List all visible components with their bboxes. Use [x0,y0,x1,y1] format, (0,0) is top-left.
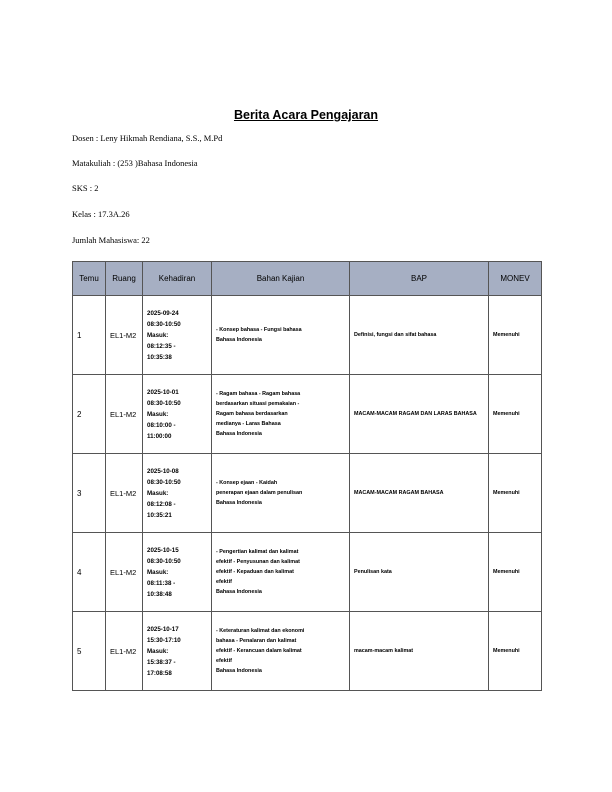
attendance-table [72,261,542,691]
cell-monev: Memenuhi [489,296,542,375]
cell-bahan-kajian: - Konsep bahasa - Fungsi bahasa Bahasa Indonesia [212,296,350,375]
cell-bahan-kajian: - Konsep ejaan - Kaidah penerapan ejaan dalam penulisan Bahasa Indonesia [212,454,350,533]
cell-bap: Definisi, fungsi dan sifat bahasa [350,296,489,375]
kelas-line: Kelas : 17.3A.26 [72,209,130,219]
cell-monev: Memenuhi [489,533,542,612]
cell-kehadiran: 2025-10-01 08:30-10:50 Masuk: 08:10:00 - 11:00:00 [143,375,212,454]
cell-bap: macam-macam kalimat [350,612,489,691]
cell-ruang: EL1-M2 [106,533,143,612]
page-title: Berita Acara Pengajaran [233,108,379,122]
header-kehadiran: Kehadiran [143,262,212,296]
cell-ruang: EL1-M2 [106,296,143,375]
table-row [73,454,542,533]
table-row [73,375,542,454]
header-monev: MONEV [489,262,542,296]
header-bahan-kajian: Bahan Kajian [212,262,350,296]
table-row [73,533,542,612]
matakuliah-line: Matakuliah : (253 )Bahasa Indonesia [72,158,198,168]
cell-kehadiran: 2025-10-15 08:30-10:50 Masuk: 08:11:38 - 10:38:48 [143,533,212,612]
cell-ruang: EL1-M2 [106,375,143,454]
cell-monev: Memenuhi [489,454,542,533]
dosen-line: Dosen : Leny Hikmah Rendiana, S.S., M.Pd [72,133,223,143]
cell-kehadiran: 2025-10-17 15:30-17:10 Masuk: 15:38:37 - 17:08:58 [143,612,212,691]
cell-monev: Memenuhi [489,375,542,454]
header-ruang: Ruang [106,262,143,296]
table-header-row [73,262,542,296]
cell-temu: 1 [73,296,106,375]
cell-temu: 3 [73,454,106,533]
cell-bahan-kajian: - Ragam bahasa - Ragam bahasa berdasarkan situasi pemakaian - Ragam bahasa berdasarkan medianya - Laras Bahasa Bahasa Indonesia [212,375,350,454]
table-row [73,296,542,375]
cell-bap: Penulisan kata [350,533,489,612]
cell-kehadiran: 2025-09-24 08:30-10:50 Masuk: 08:12:35 - 10:35:38 [143,296,212,375]
cell-bap: MACAM-MACAM RAGAM BAHASA [350,454,489,533]
cell-temu: 5 [73,612,106,691]
cell-bap: MACAM-MACAM RAGAM DAN LARAS BAHASA [350,375,489,454]
table-row [73,612,542,691]
jumlah-mahasiswa-line: Jumlah Mahasiswa: 22 [72,235,150,245]
sks-line: SKS : 2 [72,183,99,193]
cell-temu: 4 [73,533,106,612]
cell-temu: 2 [73,375,106,454]
header-bap: BAP [350,262,489,296]
cell-ruang: EL1-M2 [106,612,143,691]
cell-bahan-kajian: - Pengertian kalimat dan kalimat efektif - Penyusunan dan kalimat efektif - Kepaduan dan kalimat efektif Bahasa Indonesia [212,533,350,612]
cell-bahan-kajian: - Keteraturan kalimat dan ekonomi bahasa - Penalaran dan kalimat efektif - Kerancuan dalam kalimat efektif Bahasa Indonesia [212,612,350,691]
cell-kehadiran: 2025-10-08 08:30-10:50 Masuk: 08:12:08 - 10:35:21 [143,454,212,533]
cell-ruang: EL1-M2 [106,454,143,533]
header-temu: Temu [73,262,106,296]
cell-monev: Memenuhi [489,612,542,691]
